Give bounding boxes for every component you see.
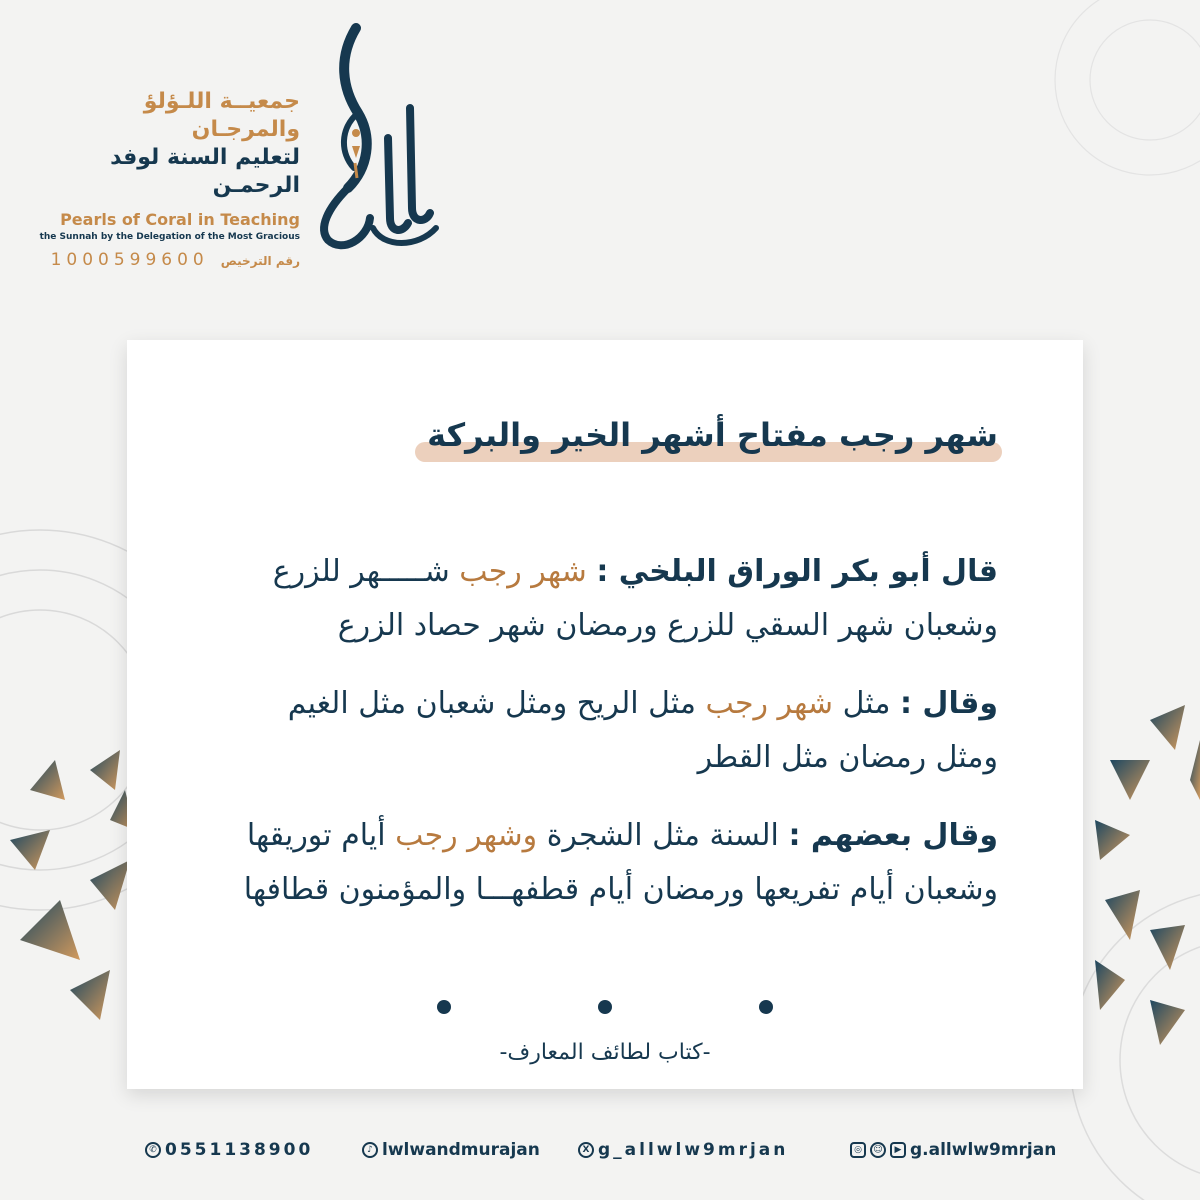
quote-1-highlight: شهر رجب bbox=[459, 554, 587, 589]
line-mandala-top-right bbox=[1055, 0, 1200, 175]
quote-1-text: شـــــهر للزرع وشعبان شهر السقي للزرع ورمضان شهر حصاد الزرع bbox=[272, 554, 998, 643]
snapchat-icon: ☺ bbox=[870, 1142, 886, 1158]
license-number: 1000599600 bbox=[50, 250, 209, 270]
quote-2-text: مثل الريح ومثل شعبان مثل الغيم ومثل رمضان مثل القطر bbox=[287, 686, 998, 775]
separator-dots bbox=[437, 1000, 773, 1014]
quote-2-speaker: وقال : bbox=[899, 686, 998, 721]
quote-3 bbox=[238, 809, 998, 917]
petal-ring-left bbox=[10, 750, 135, 1020]
brand-name-en-line1: Pearls of Coral in Teaching bbox=[60, 210, 300, 229]
title-wrap bbox=[427, 412, 998, 464]
quote-3-highlight: وشهر رجب bbox=[395, 818, 538, 853]
petal-ring-right bbox=[1095, 705, 1200, 1045]
separator-dot bbox=[437, 1000, 451, 1014]
brand-name-en-line2: the Sunnah by the Delegation of the Most Gracious bbox=[39, 232, 300, 242]
social-handle: g.allwlw9mrjan bbox=[910, 1140, 1057, 1160]
x-handle: g_allwlw9mrjan bbox=[598, 1140, 789, 1160]
calligraphy-logo-icon bbox=[298, 18, 448, 258]
tiktok-handle: lwlwandmurajan bbox=[382, 1140, 540, 1160]
tiktok-icon: ♪ bbox=[362, 1142, 378, 1158]
footer-contacts bbox=[0, 1140, 1200, 1170]
license-label: رقم الترخيص bbox=[220, 254, 300, 268]
quote-2-lead: مثل bbox=[842, 686, 891, 721]
quote-1-speaker: قال أبو بكر الوراق البلخي : bbox=[596, 554, 998, 589]
quote-card bbox=[127, 340, 1083, 1089]
contact-x[interactable] bbox=[578, 1140, 788, 1160]
quotes-block bbox=[238, 545, 998, 941]
contact-tiktok[interactable] bbox=[362, 1140, 540, 1160]
phone-number: 0551138900 bbox=[165, 1140, 314, 1160]
quote-3-text: أيام توريقها وشعبان أيام تفريعها ورمضان أيام قطفهـــا والمؤمنون قطافها bbox=[243, 818, 998, 907]
license-row bbox=[30, 250, 300, 270]
instagram-icon: ◎ bbox=[850, 1142, 866, 1158]
brand-name-ar-line1: جمعيــة اللـؤلؤ والمرجـان bbox=[143, 89, 300, 142]
quote-1 bbox=[238, 545, 998, 653]
separator-dot bbox=[759, 1000, 773, 1014]
source-citation: -كتاب لطائف المعارف- bbox=[499, 1040, 711, 1065]
quote-2 bbox=[238, 677, 998, 785]
brand-name-ar-line2: لتعليم السنة لوفد الرحمـن bbox=[110, 145, 300, 198]
whatsapp-icon: ✆ bbox=[145, 1142, 161, 1158]
contact-phone[interactable] bbox=[145, 1140, 313, 1160]
x-icon: X bbox=[578, 1142, 594, 1158]
card-title: شهر رجب مفتاح أشهر الخير والبركة bbox=[427, 416, 998, 454]
separator-dot bbox=[598, 1000, 612, 1014]
brand-block bbox=[30, 88, 300, 270]
quote-3-speaker: وقال بعضهم : bbox=[788, 818, 998, 853]
contact-social[interactable] bbox=[850, 1140, 1056, 1160]
quote-3-lead: السنة مثل الشجرة bbox=[546, 818, 779, 853]
youtube-icon: ▶ bbox=[890, 1142, 906, 1158]
quote-2-highlight: شهر رجب bbox=[705, 686, 834, 721]
